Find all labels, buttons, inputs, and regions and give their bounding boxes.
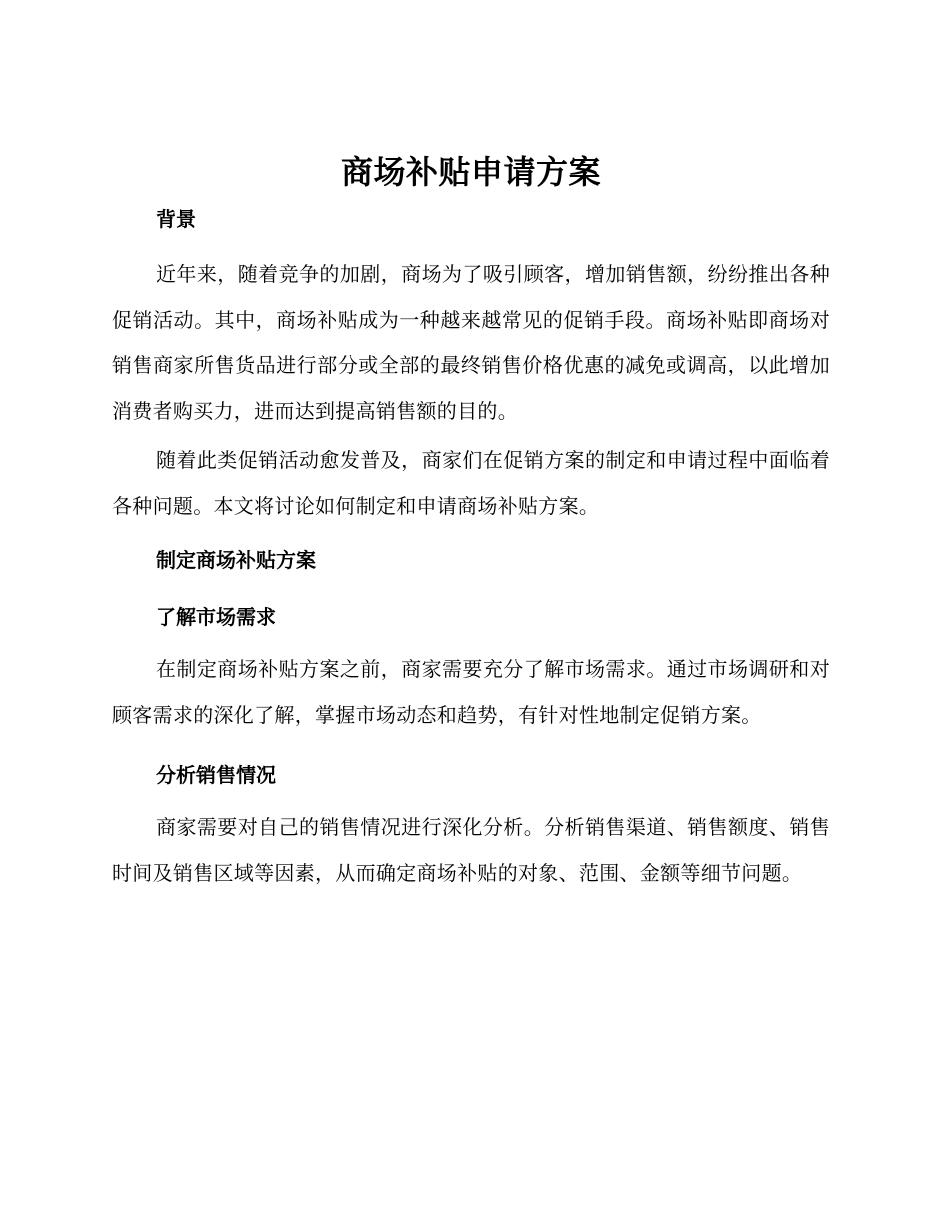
document-title: 商场补贴申请方案 [340, 153, 601, 191]
subsection-heading-market: 了解市场需求 [156, 605, 276, 629]
section-heading-background: 背景 [156, 207, 196, 231]
paragraph-sales: 商家需要对自己的销售情况进行深化分析。分析销售渠道、销售额度、销售时间及销售区域等因素，从而确定商场补贴的对象、范围、金额等细节问题。 [112, 815, 830, 885]
section-heading-make-plan: 制定商场补贴方案 [156, 548, 316, 572]
document-page [112, 148, 830, 896]
paragraph-background-2: 随着此类促销活动愈发普及，商家们在促销方案的制定和申请过程中面临着各种问题。本文将讨论如何制定和申请商场补贴方案。 [112, 448, 830, 518]
paragraph-background-1: 近年来，随着竞争的加剧，商场为了吸引顾客，增加销售额，纷纷推出各种促销活动。其中，商场补贴成为一种越来越常见的促销手段。商场补贴即商场对销售商家所售货品进行部分或全部的最终销售价格优惠的减免或调高，以此增加消费者购买力，进而达到提高销售额的目的。 [112, 262, 830, 423]
subsection-heading-sales: 分析销售情况 [156, 763, 276, 787]
paragraph-market: 在制定商场补贴方案之前，商家需要充分了解市场需求。通过市场调研和对顾客需求的深化了解，掌握市场动态和趋势，有针对性地制定促销方案。 [112, 657, 830, 727]
